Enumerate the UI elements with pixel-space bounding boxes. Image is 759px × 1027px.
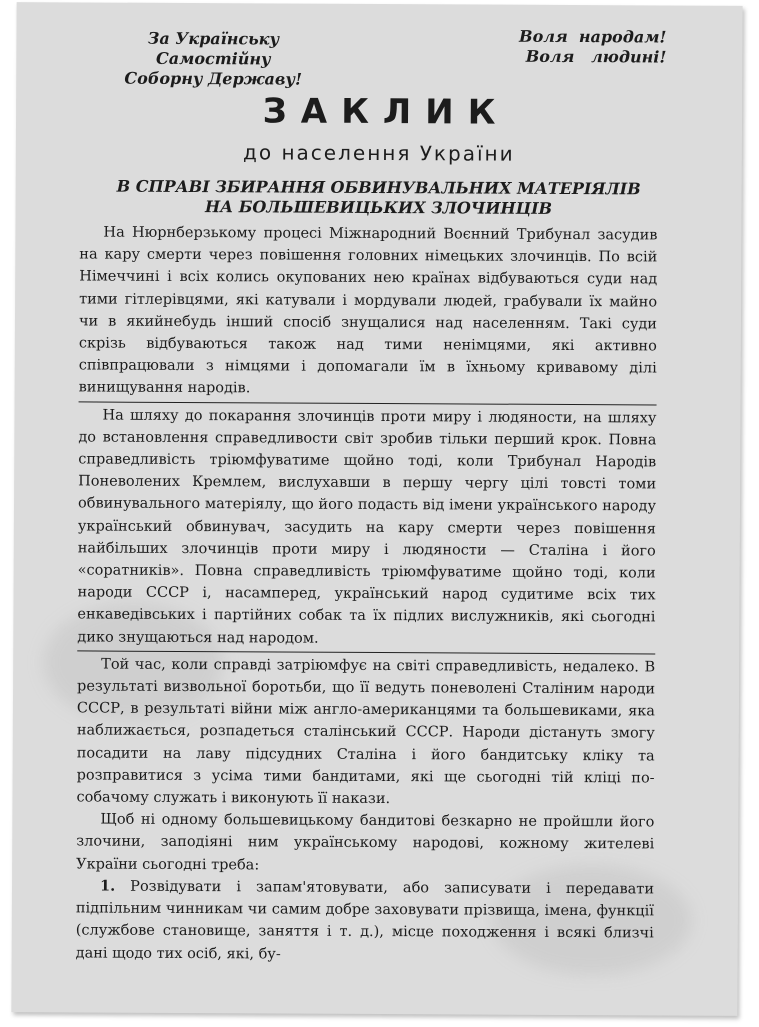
leaflet-heading [56, 176, 702, 219]
paragraph-4: Щоб ні одному большевицькому бандитові безкарно не пройшли його злочини, заподіяні ним українському народові, кожному жителеві України сьогодні треба: [76, 811, 655, 874]
leaflet-body [76, 221, 658, 967]
heading-line: В СПРАВІ ЗБИРАННЯ ОБВИНУВАЛЬНИХ МАТЕРІЯЛІВ [116, 176, 641, 199]
left-motto-line: Соборну Державу! [124, 68, 303, 89]
left-motto [88, 28, 338, 89]
leaflet-title: ЗАКЛИК [262, 91, 510, 133]
left-motto-line: За Українську Самостійну [147, 28, 280, 69]
list-number: 1. [99, 877, 116, 895]
right-motto-line: Воля народам! [519, 26, 667, 47]
list-item-1 [76, 875, 654, 967]
list-text: Розвідувати і запам'ятовувати, або записувати і передавати підпільним чинникам чи самим добре заховувати прізвища, імена, функції (службове становище, заняття і т. д.), місце походження і всякі близчі дані щодо тих осіб, які, бу- [75, 878, 655, 963]
paragraph-2: На шляху до покарання злочинців проти миру і людяности, на шляху до встановлення справедливости світ зробив тільки перший крок. Повна справедливість тріюмфуватиме щойно тоді, коли Трибунал Народів Поневолених Кремлем, вислухавши в першу чергу цілі товсті томи обвинувального матеріялу, що його подасть від імени українського народу український обвинувач, засудить на кару смерти через повішення найбільших злочинців проти миру і людяности — Сталіна і його «соратників». Повна справедливість тріюмфуватиме щойно тоді, коли народи СССР і, насамперед, український народ судитиме всіх тих енкаведівських і партійних собак та їх підлих вислужників, які сьогодні дико знущаються над народом. [77, 407, 657, 647]
right-motto-line: Воля людині! [525, 46, 667, 67]
leaflet-page [11, 2, 742, 1016]
paragraph-1: На Нюрнберзькому процесі Міжнародний Воєнний Трибунал засудив на кару смерти через повішення головних німецьких злочинців. По всій Німеччині і всіх колись окупованих нею країнах відбуваються суди над тими гітлерівцями, які катували і мордували людей, грабували їх майно чи в якийнебудь інший спосіб знущалися над населенням. Такі суди скрізь відбуваються також над тими ненімцями, які активно співпрацювали з німцями і допомагали їм в їхньому кривавому ділі винищування народів. [78, 224, 658, 397]
paragraph-3: Той час, коли справді затріюмфує на світі справедливість, недалеко. В результаті визвольної боротьби, що її ведуть поневолені Сталіним народи СССР, в результаті війни між англо-американцями та большевиками, яка наближається, розпадеться сталінський СССР. Народи дістануть змогу посадити на лаву підсудних Сталіна і його бандитську кліку та розправитися з усіма тими бандитами, які ще сьогодні тій кліці по-собачому служать і виконують її накази. [76, 656, 656, 808]
leaflet-subtitle: до населення України [243, 140, 515, 166]
right-motto [516, 27, 666, 68]
heading-line: НА БОЛЬШЕВИЦЬКИХ ЗЛОЧИНЦІВ [205, 197, 553, 218]
